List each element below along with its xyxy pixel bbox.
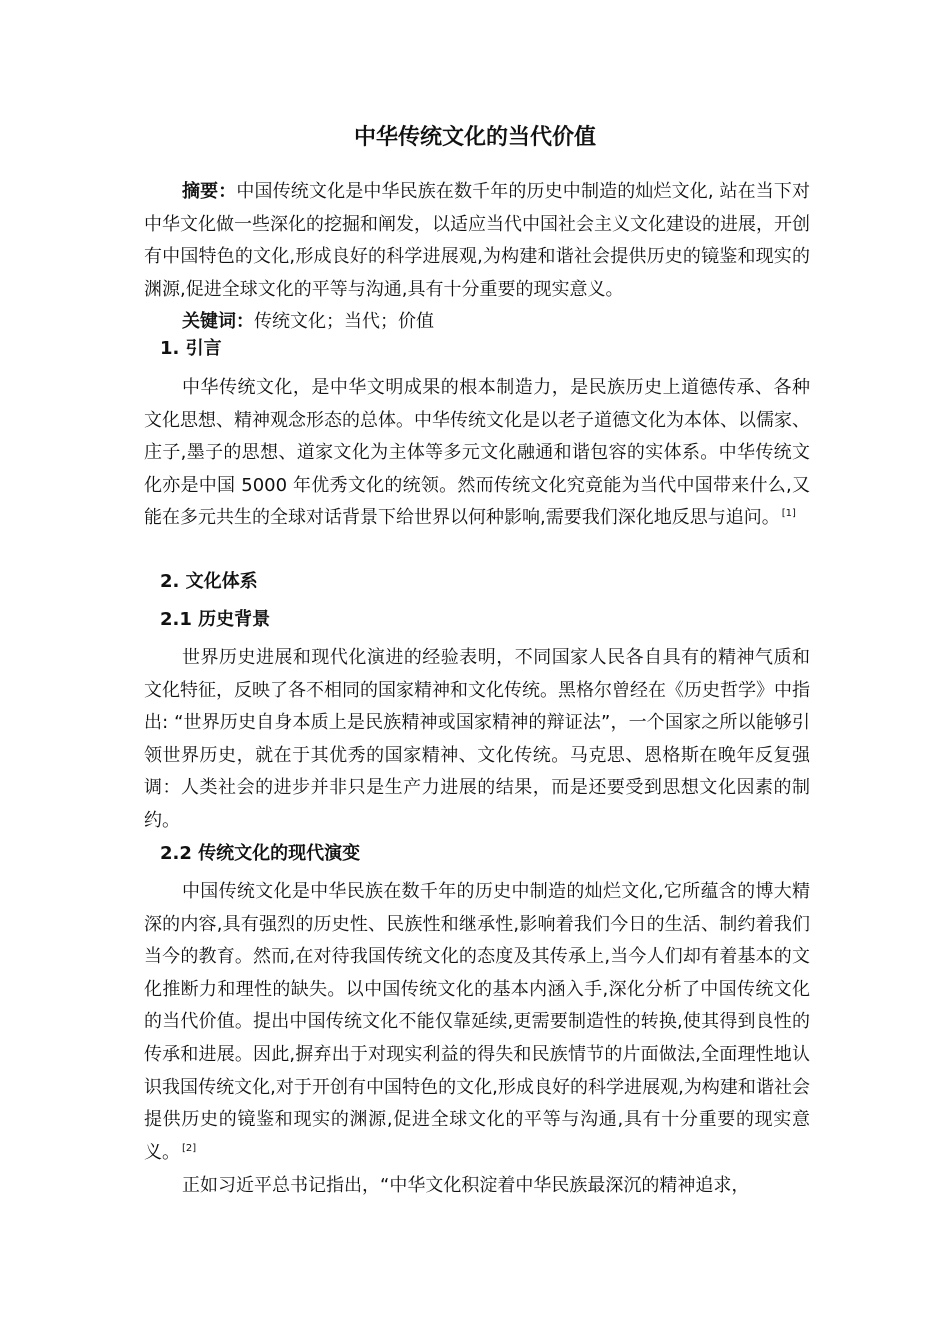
section-heading-2-2: 2.2 传统文化的现代演变 <box>160 843 361 864</box>
section-2-2-paragraph-2 <box>144 1170 810 1203</box>
paper-title: 中华传统文化的当代价值 <box>353 125 596 150</box>
keywords-text: 传统文化；当代；价值 <box>254 311 434 332</box>
abstract-label: 摘要： <box>182 181 237 202</box>
section-2-2-text: 中国传统文化是中华民族在数千年的历史中制造的灿烂文化,它所蕴含的博大精深的内容,具有强烈的历史性、民族性和继承性,影响着我们今日的生活、制约着我们当今的教育。然而,在对待我国传统文化的态度及其传承上,当今人们却有着基本的文化推断力和理性的缺失。以中国传统文化的基本内涵入手,深化分析了中国传统文化的当代价值。提出中国传统文化不能仅靠延续,更需要制造性的转换,使其得到良性的传承和进展。因此,摒弃出于对现实利益的得失和民族情节的片面做法,全面理性地认识我国传统文化,对于开创有中国特色的文化,形成良好的科学进展观,为构建和谐社会提供历史的镜鉴和现实的渊源,促进全球文化的平等与沟通,具有十分重要的现实意义。 <box>144 881 810 1163</box>
abstract-paragraph <box>144 176 810 306</box>
section-2-1-text: 世界历史进展和现代化演进的经验表明，不同国家人民各自具有的精神气质和文化特征，反映了各不相同的国家精神和文化传统。黑格尔曾经在《历史哲学》中指出: “世界历史自身本质上是民族精神或国家精神的辩证法”，一个国家之所以能够引领世界历史，就在于其优秀的国家精神、文化传统。马克思、恩格斯在晚年反复强调：人类社会的进步并非只是生产力进展的结果，而是还要受到思想文化因素的制约。 <box>144 647 810 831</box>
section-2-2-paragraph <box>144 876 810 1169</box>
section-1-paragraph <box>144 372 810 535</box>
citation-1: [1] <box>781 508 796 520</box>
section-heading-1: 1. 引言 <box>160 338 222 359</box>
section-heading-2: 2. 文化体系 <box>160 571 258 592</box>
section-heading-2-1: 2.1 历史背景 <box>160 609 271 630</box>
keywords-line <box>144 306 810 339</box>
section-2-2-text-2: 正如习近平总书记指出，“中华文化积淀着中华民族最深沉的精神追求， <box>182 1175 750 1196</box>
section-2-1-paragraph <box>144 642 810 838</box>
abstract-text: 中国传统文化是中华民族在数千年的历史中制造的灿烂文化, 站在当下对中华文化做一些深化的挖掘和阐发，以适应当代中国社会主义文化建设的进展，开创有中国特色的文化,形成良好的科学进展观,为构建和谐社会提供历史的镜鉴和现实的渊源,促进全球文化的平等与沟通,具有十分重要的现实意义。 <box>144 181 810 300</box>
section-1-text: 中华传统文化，是中华文明成果的根本制造力，是民族历史上道德传承、各种文化思想、精神观念形态的总体。中华传统文化是以老子道德文化为本体、以儒家、庄子,墨子的思想、道家文化为主体等多元文化融通和谐包容的实体系。中华传统文化亦是中国 5000 年优秀文化的统领。然而传统文化究竟能为当代中国带来什么,又能在多元共生的全球对话背景下给世界以何种影响,需要我们深化地反思与追问。 <box>144 377 810 529</box>
citation-2: [2] <box>182 1142 197 1154</box>
keywords-label: 关键词： <box>182 311 254 332</box>
